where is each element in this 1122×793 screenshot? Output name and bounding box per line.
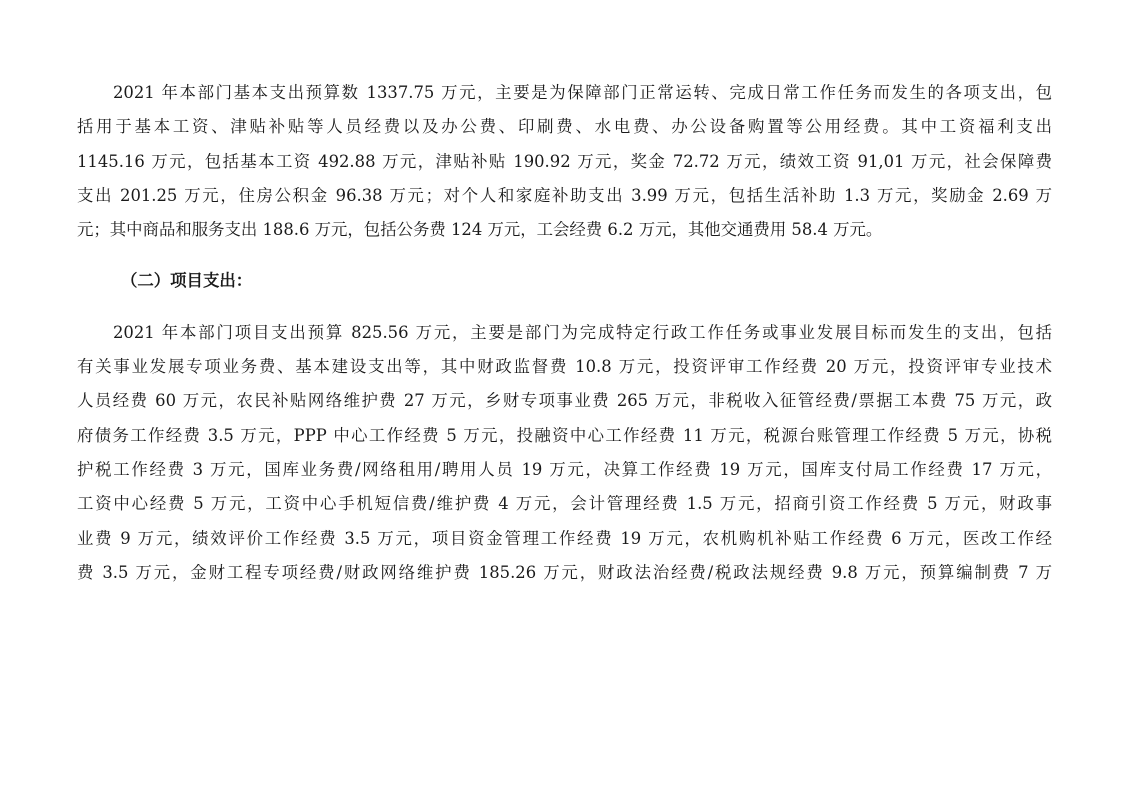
line-text: 费 3.5 万元，金财工程专项经费/财政网络维护费 185.26 万元，财政法治经费/税政法规经费 9.8 万元，预算编制费 7 万 bbox=[77, 562, 1052, 582]
section-heading-project-expenditure: （二）项目支出： bbox=[121, 271, 253, 291]
line-text: 2021 年本部门项目支出预算 825.56 万元，主要是部门为完成特定行政工作任务或事业发展目标而发生的支出，包括 bbox=[113, 322, 1052, 342]
paragraph-line bbox=[77, 350, 1052, 384]
paragraph-line bbox=[77, 419, 1052, 453]
line-text: 人员经费 60 万元，农民补贴网络维护费 27 万元，乡财专项事业费 265 万元，非税收入征管经费/票据工本费 75 万元，政 bbox=[77, 391, 1052, 411]
line-text: 1145.16 万元，包括基本工资 492.88 万元，津贴补贴 190.92 万元，奖金 72.72 万元，绩效工资 91,01 万元，社会保障费 bbox=[77, 151, 1052, 171]
paragraph-line bbox=[77, 110, 1052, 144]
paragraph-line bbox=[77, 487, 1052, 521]
paragraph-project-expenditure bbox=[77, 316, 1052, 590]
line-text: 府债务工作经费 3.5 万元，PPP 中心工作经费 5 万元，投融资中心工作经费 11 万元，税源台账管理工作经费 5 万元，协税 bbox=[77, 425, 1052, 445]
line-text: 工资中心经费 5 万元，工资中心手机短信费/维护费 4 万元，会计管理经费 1.5 万元，招商引资工作经费 5 万元，财政事 bbox=[77, 494, 1052, 514]
line-text: 有关事业发展专项业务费、基本建设支出等，其中财政监督费 10.8 万元，投资评审工作经费 20 万元，投资评审专业技术 bbox=[77, 357, 1052, 377]
paragraph-line bbox=[77, 145, 1052, 179]
line-text: 2021 年本部门基本支出预算数 1337.75 万元，主要是为保障部门正常运转、完成日常工作任务而发生的各项支出，包 bbox=[113, 83, 1052, 102]
paragraph-line bbox=[77, 453, 1052, 487]
line-text: 护税工作经费 3 万元，国库业务费/网络租用/聘用人员 19 万元，决算工作经费 19 万元，国库支付局工作经费 17 万元， bbox=[77, 459, 1052, 479]
paragraph-line bbox=[77, 179, 1052, 213]
document-page bbox=[77, 76, 1052, 590]
line-text: 括用于基本工资、津贴补贴等人员经费以及办公费、印刷费、水电费、办公设备购置等公用经费。其中工资福利支出 bbox=[77, 117, 1052, 137]
paragraph-line bbox=[77, 384, 1052, 418]
line-text: 元；其中商品和服务支出 188.6 万元，包括公务费 124 万元，工会经费 6.2 万元，其他交通费用 58.4 万元。 bbox=[77, 220, 883, 240]
line-text: 支出 201.25 万元，住房公积金 96.38 万元；对个人和家庭补助支出 3.99 万元，包括生活补助 1.3 万元，奖励金 2.69 万 bbox=[77, 185, 1052, 205]
paragraph-line bbox=[77, 76, 1052, 110]
paragraph-line bbox=[77, 556, 1052, 590]
paragraph-line bbox=[77, 213, 1052, 247]
paragraph-line bbox=[77, 522, 1052, 556]
paragraph-basic-expenditure bbox=[77, 76, 1052, 247]
paragraph-line bbox=[77, 316, 1052, 350]
line-text: 业费 9 万元，绩效评价工作经费 3.5 万元，项目资金管理工作经费 19 万元，农机购机补贴工作经费 6 万元，医改工作经 bbox=[77, 528, 1052, 548]
